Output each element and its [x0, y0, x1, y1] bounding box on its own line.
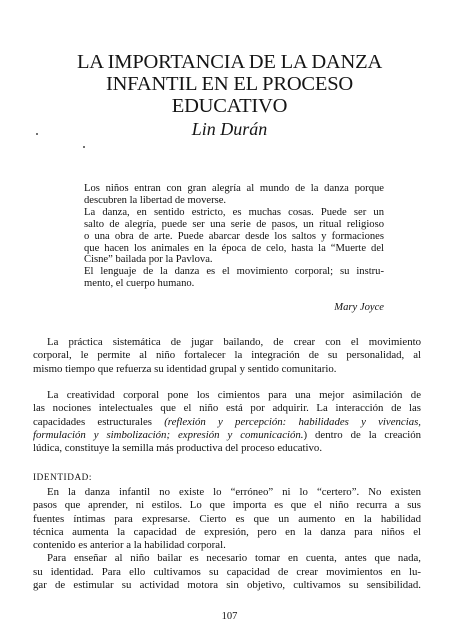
title-line-1: LA IMPORTANCIA DE LA DANZA [76, 51, 383, 73]
paragraph-italic-text: (reflexión y percepción: habilidades y vivencias, [164, 415, 421, 428]
paragraph-line: lúdica, constituye la semilla más productiva del proceso educativo. [33, 442, 323, 455]
paragraph-line [33, 429, 421, 442]
paragraph-line: las nociones intelectuales que el niño está por adquirir. La interacción de las [33, 402, 421, 415]
paragraph-text: capacidades estructurales [33, 415, 165, 428]
epigraph-line: Los niños entran con gran alegría al mundo de la danza porque [84, 183, 384, 194]
paragraph-line: corporal, le permite al niño fortalecer la integración de su personalidad, al [33, 349, 421, 362]
epigraph-line: salto de alegría, puede ser una serie de pasos, un ritual religioso [84, 218, 384, 230]
paragraph-line: técnica aumenta la capacidad de expresión, pero en la danza para niños el [33, 525, 421, 538]
paragraph-line [33, 416, 421, 429]
paragraph-2 [33, 389, 421, 455]
epigraph-line: Cisne” bailada por la Pavlova. [84, 254, 213, 266]
paragraph-line: mismo tiempo que refuerza su identidad grupal y sentido comunitario. [33, 362, 337, 375]
paragraph-3 [33, 486, 421, 592]
epigraph-author: Mary Joyce [334, 302, 384, 313]
epigraph-line: que hacen los animales en la época de celo, hasta la “Muerte del [84, 242, 384, 254]
paragraph-line: La creatividad corporal pone los cimientos para una mejor asimilación de [47, 389, 421, 401]
scan-speck [36, 133, 38, 135]
paragraph-line: pasos que aprender, ni estilos. Lo que importa es que el niño recurra a sus [33, 499, 421, 512]
epigraph-quote [84, 183, 384, 290]
epigraph-line: descubren la libertad de moverse. [84, 194, 227, 206]
scan-speck [83, 146, 85, 148]
paragraph-line: En la danza infantil no existe lo “erróneo” ni lo “certero”. No existen [47, 486, 421, 498]
paragraph-line: fuentes íntimas para expresarse. Cierto es que un aumento en la habilidad [33, 512, 421, 525]
article-author: Lin Durán [191, 119, 268, 139]
paragraph-line: contenido es anterior a la habilidad corporal. [33, 539, 226, 552]
paragraph-line: su identidad. Para ello cultivamos su capacidad de crear movimientos en lu- [33, 565, 421, 578]
epigraph-line: El lenguaje de la danza es el movimiento corporal; su instru- [84, 266, 384, 278]
paragraph-line: La práctica sistemática de jugar bailando, de crear con el movimiento [47, 336, 421, 348]
paragraph-italic-text: formulación y simbolización; expresión y comunicación. [33, 428, 304, 441]
epigraph-line: o una obra de arte. Puede abarcar desde los saltos y formaciones [84, 230, 384, 242]
title-line-2: INFANTIL EN EL PROCESO [105, 73, 354, 95]
page-number: 107 [221, 611, 238, 622]
paragraph-line: Para enseñar al niño bailar es necesario tomar en cuenta, antes que nada, [47, 552, 421, 565]
paragraph-1 [33, 336, 421, 376]
paragraph-line: gar de estimular su actividad motora sin objetivo, cultivamos su sensibilidad. [33, 579, 421, 592]
section-heading: IDENTIDAD: [33, 472, 93, 482]
title-line-3: EDUCATIVO [171, 95, 288, 117]
epigraph-line: mento, el cuerpo humano. [84, 278, 195, 290]
epigraph-line: La danza, en sentido estricto, es muchas cosas. Puede ser un [84, 206, 384, 218]
paragraph-text: ) dentro de la creación [303, 428, 421, 441]
